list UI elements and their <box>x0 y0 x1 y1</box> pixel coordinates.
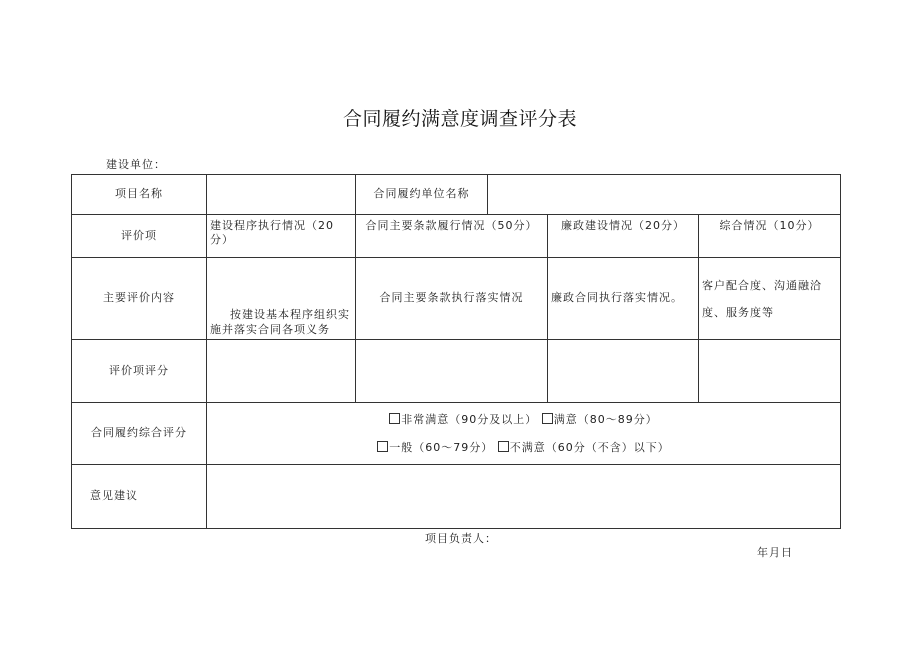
overall-label: 合同履约综合评分 <box>72 403 207 465</box>
content-contract-terms: 合同主要条款执行落实情况 <box>356 258 548 340</box>
row-project <box>72 175 841 215</box>
score-procedure-field[interactable] <box>207 340 356 403</box>
score-comprehensive-field[interactable] <box>699 340 841 403</box>
project-name-field[interactable] <box>207 175 356 215</box>
date-label: 年月日 <box>757 546 793 559</box>
satisfied-checkbox[interactable] <box>542 413 553 424</box>
row-opinion <box>72 465 841 529</box>
row-overall <box>72 403 841 465</box>
content-integrity: 廉政合同执行落实情况。 <box>548 258 699 340</box>
very-satisfied-label: 非常满意（90分及以上） <box>401 412 538 426</box>
page-title: 合同履约满意度调查评分表 <box>342 108 577 130</box>
content-procedure: 按建设基本程序组织实施并落实合同各项义务 <box>207 258 356 340</box>
construction-unit-label: 建设单位： <box>106 158 166 171</box>
content-comprehensive: 客户配合度、沟通融洽度、服务度等 <box>699 258 841 340</box>
contract-unit-field[interactable] <box>488 175 841 215</box>
satisfaction-options <box>207 403 841 465</box>
average-checkbox[interactable] <box>377 441 388 452</box>
project-lead-label: 项目负责人： <box>425 532 497 545</box>
content-label: 主要评价内容 <box>72 258 207 340</box>
very-satisfied-checkbox[interactable] <box>389 413 400 424</box>
average-label: 一般（60～79分） <box>389 440 494 454</box>
satisfaction-line-1 <box>210 406 837 434</box>
evaluation-form-table <box>71 174 841 529</box>
item-contract-terms: 合同主要条款履行情况（50分） <box>356 215 548 258</box>
score-contract-terms-field[interactable] <box>356 340 548 403</box>
row-contents <box>72 258 841 340</box>
project-name-label: 项目名称 <box>72 175 207 215</box>
dissatisfied-checkbox[interactable] <box>498 441 509 452</box>
item-comprehensive: 综合情况（10分） <box>699 215 841 258</box>
opinion-field[interactable] <box>207 465 841 529</box>
opinion-label: 意见建议 <box>72 465 207 529</box>
eval-items-label: 评价项 <box>72 215 207 258</box>
dissatisfied-label: 不满意（60分（不含）以下） <box>509 440 670 454</box>
score-label: 评价项评分 <box>72 340 207 403</box>
row-scores <box>72 340 841 403</box>
row-eval-items <box>72 215 841 258</box>
item-procedure: 建设程序执行情况（20分） <box>207 215 356 258</box>
satisfied-label: 满意（80～89分） <box>553 412 658 426</box>
item-integrity: 廉政建设情况（20分） <box>548 215 699 258</box>
score-integrity-field[interactable] <box>548 340 699 403</box>
contract-unit-label: 合同履约单位名称 <box>356 175 488 215</box>
satisfaction-line-2 <box>210 434 837 462</box>
